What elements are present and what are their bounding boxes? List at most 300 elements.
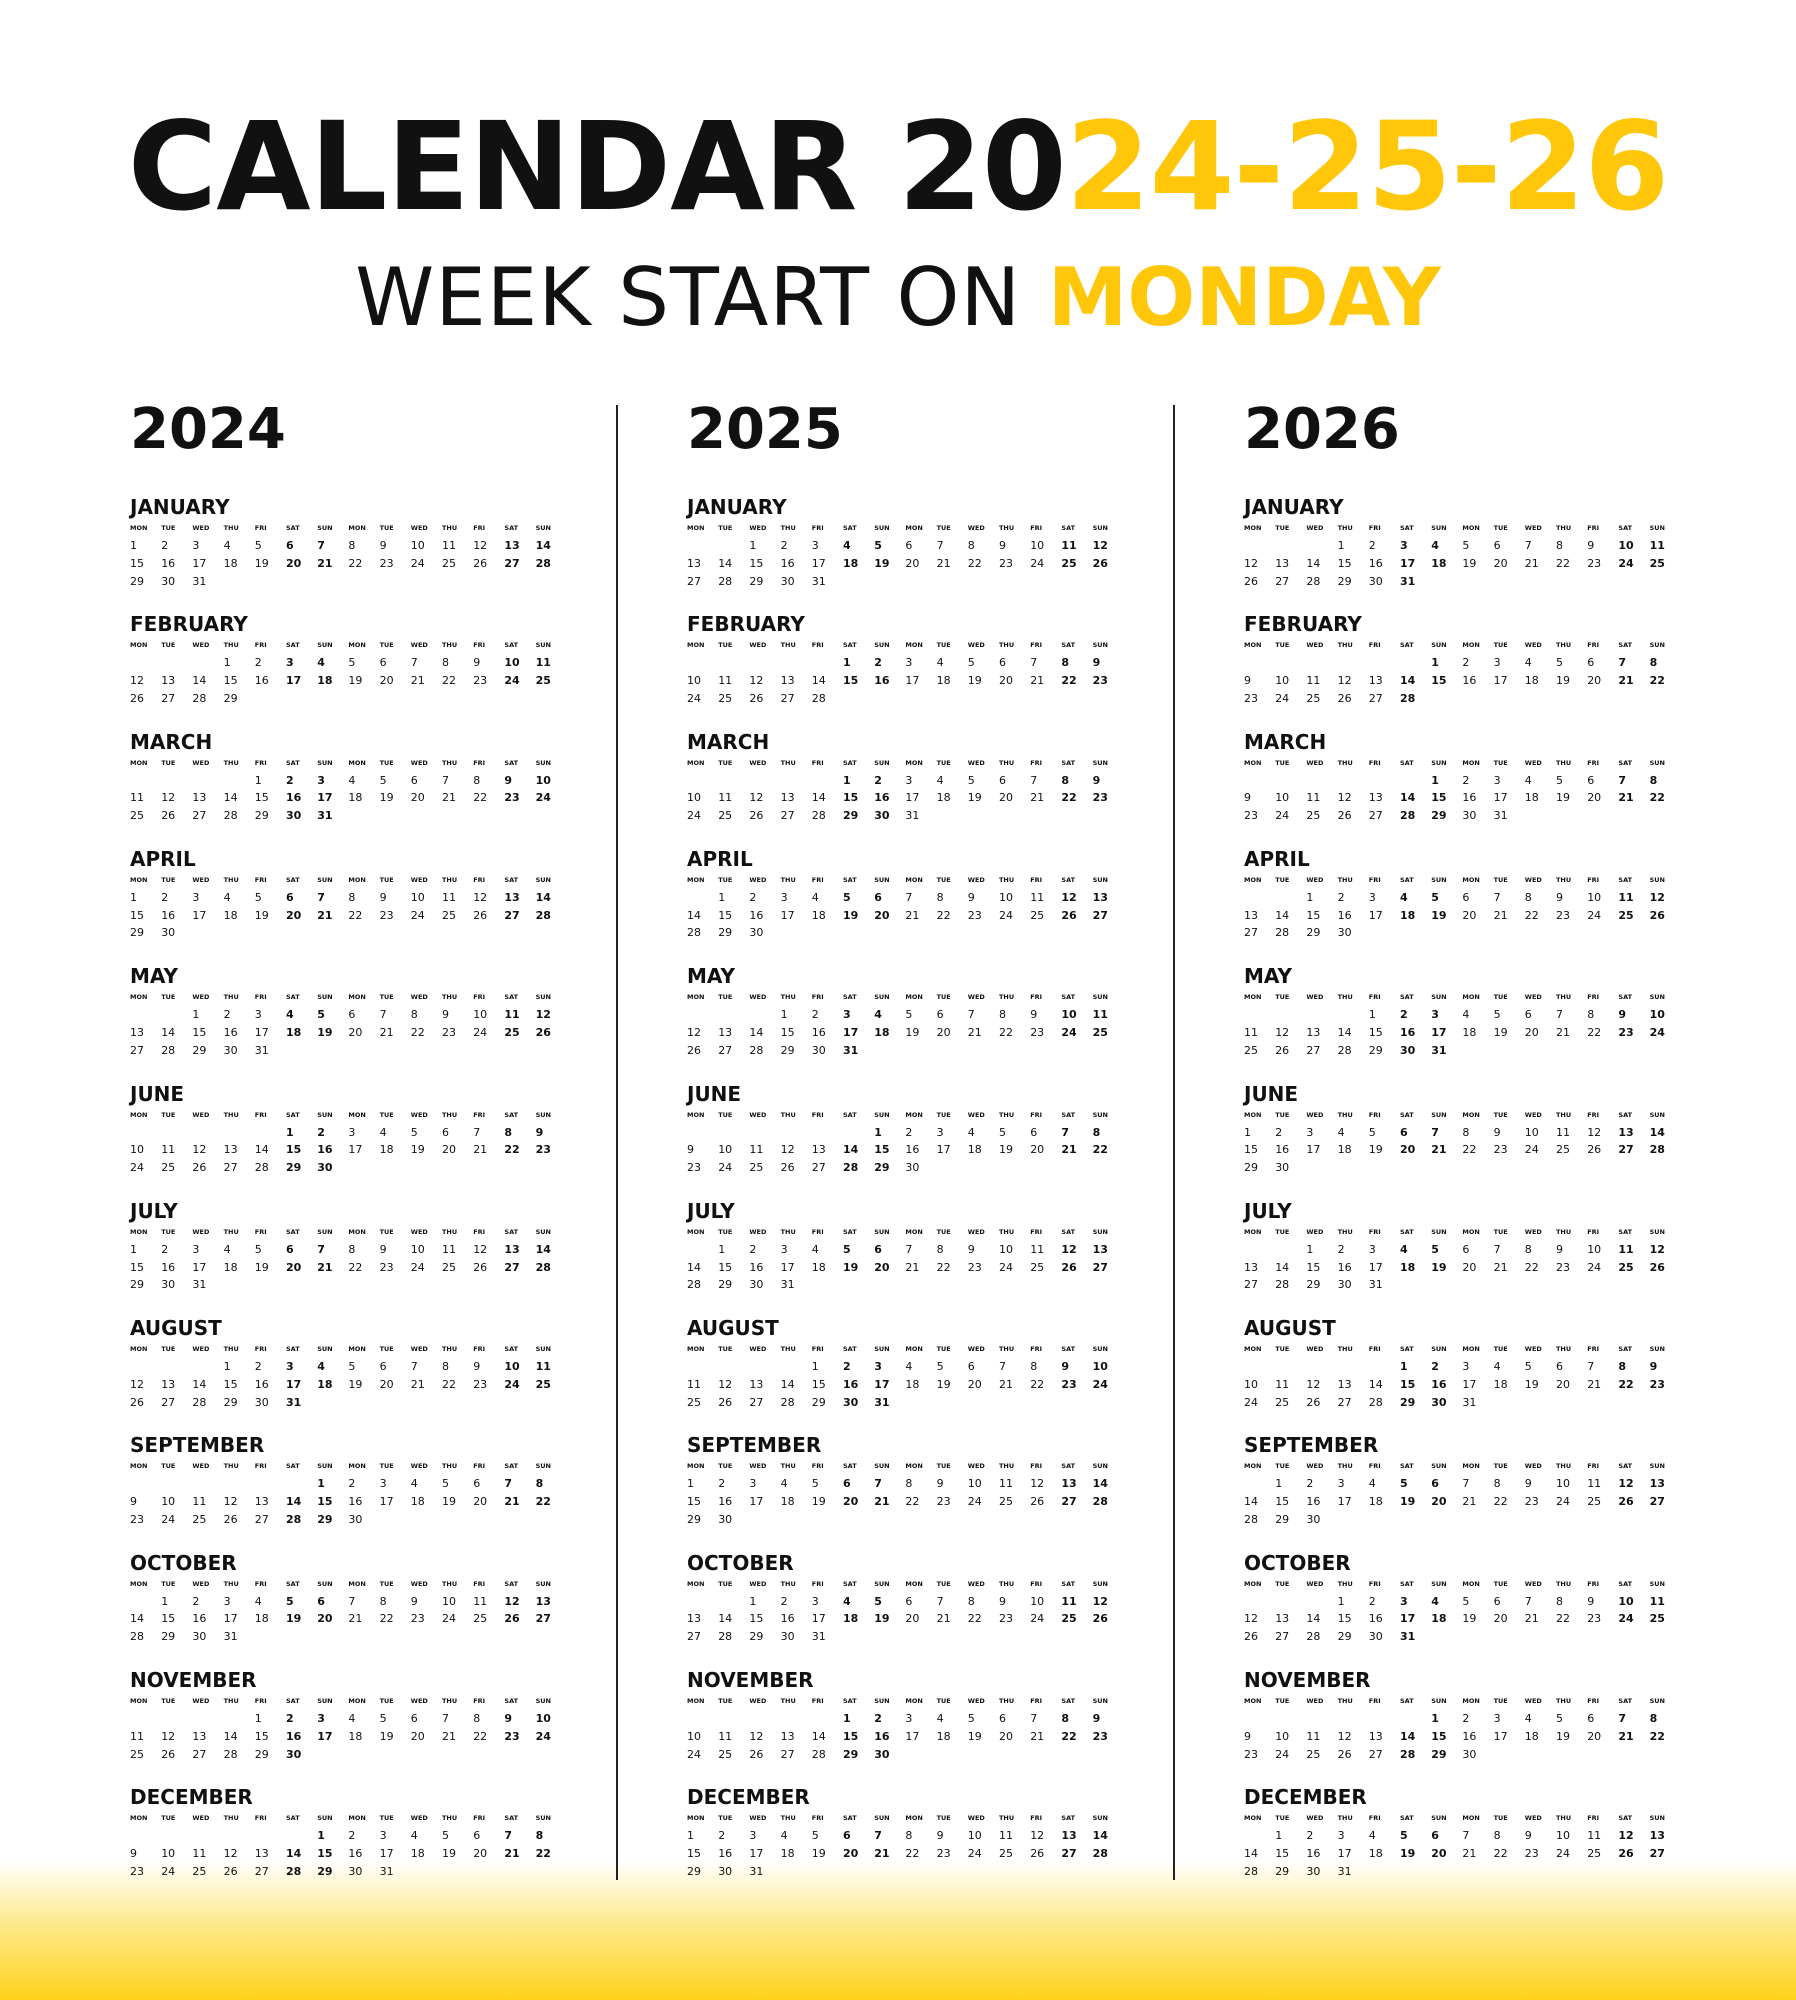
- day-number: 8: [1587, 1008, 1595, 1022]
- day-number: 20: [1493, 1612, 1508, 1626]
- day-number: 7: [1493, 1242, 1501, 1256]
- day-number: 21: [1030, 674, 1045, 688]
- day-number: 25: [1306, 691, 1321, 705]
- weekday-label: SAT: [1400, 993, 1414, 1002]
- day-number: 4: [223, 539, 231, 552]
- day-number: 15: [1431, 674, 1447, 688]
- day-number: 3: [1493, 773, 1501, 787]
- day-number: 10: [410, 1242, 425, 1256]
- day-number: 29: [286, 1161, 302, 1175]
- weekday-label: MON: [1244, 1814, 1262, 1823]
- day-number: 26: [1649, 1260, 1665, 1274]
- weekday-label: SUN: [1649, 875, 1665, 884]
- month-block: [130, 964, 550, 1079]
- day-number: 20: [317, 1612, 333, 1626]
- day-number: 3: [843, 1008, 851, 1022]
- day-number: 17: [192, 556, 207, 570]
- day-number: 31: [1493, 809, 1508, 823]
- day-number: 27: [1061, 1847, 1077, 1861]
- day-number: 18: [379, 1143, 394, 1157]
- day-number: 4: [1524, 1712, 1532, 1725]
- day-number: 13: [1368, 1729, 1383, 1743]
- day-number: 8: [1649, 1712, 1658, 1725]
- month-name: SEPTEMBER: [130, 1433, 265, 1458]
- weekday-label: SUN: [874, 1579, 890, 1588]
- day-number: 29: [843, 1747, 859, 1761]
- day-number: 22: [535, 1495, 551, 1509]
- day-number: 21: [410, 1377, 425, 1391]
- weekday-label: FRI: [1587, 1462, 1600, 1471]
- weekday-label: TUE: [936, 1697, 951, 1705]
- day-number: 11: [999, 1477, 1013, 1491]
- month-name: OCTOBER: [130, 1550, 237, 1575]
- day-number: 10: [1275, 674, 1290, 688]
- weekday-label: WED: [1524, 1227, 1542, 1236]
- day-number: 3: [1431, 1008, 1439, 1022]
- weekday-label: SAT: [504, 758, 519, 767]
- weekday-label: FRI: [473, 1579, 486, 1588]
- day-number: 8: [473, 773, 481, 787]
- weekday-label: TUE: [1493, 1110, 1508, 1119]
- day-number: 31: [1337, 1864, 1352, 1878]
- day-number: 20: [1462, 1260, 1477, 1274]
- day-number: 25: [1587, 1495, 1602, 1509]
- day-number: 10: [504, 656, 520, 670]
- weekday-label: SUN: [317, 524, 333, 532]
- day-number: 19: [811, 1847, 826, 1861]
- weekday-label: SUN: [1431, 1579, 1447, 1588]
- weekday-label: SUN: [535, 1579, 551, 1588]
- day-number: 22: [1061, 791, 1077, 805]
- weekday-label: SUN: [1431, 641, 1447, 650]
- weekday-label: WED: [410, 1697, 428, 1705]
- month-block: [130, 1082, 550, 1197]
- day-number: 30: [254, 1395, 269, 1409]
- day-number: 7: [999, 1360, 1006, 1374]
- weekday-label: TUE: [379, 993, 394, 1002]
- day-number: 1: [1431, 773, 1439, 787]
- day-number: 21: [473, 1143, 488, 1157]
- weekday-label: SUN: [1092, 1345, 1108, 1354]
- day-number: 31: [317, 809, 333, 823]
- weekday-label: SAT: [843, 641, 857, 650]
- day-number: 29: [749, 1630, 764, 1644]
- day-number: 23: [687, 1161, 701, 1175]
- weekday-label: MON: [130, 758, 148, 767]
- weekday-label: MON: [1244, 993, 1262, 1002]
- weekday-label: MON: [130, 524, 148, 532]
- month-name: AUGUST: [1244, 1316, 1336, 1341]
- weekday-label: THU: [1556, 1227, 1572, 1236]
- day-number: 27: [161, 691, 176, 705]
- day-number: 3: [780, 890, 788, 904]
- day-number: 9: [535, 1125, 544, 1139]
- weekday-label: WED: [1306, 1697, 1324, 1705]
- weekday-label: THU: [1337, 875, 1353, 884]
- day-number: 5: [1400, 1829, 1408, 1843]
- day-number: 26: [749, 1747, 764, 1761]
- month-name: MARCH: [1244, 729, 1327, 754]
- weekday-label: MON: [1462, 1697, 1480, 1705]
- month-name: NOVEMBER: [1244, 1668, 1371, 1692]
- weekday-label: MON: [348, 875, 366, 884]
- weekday-label: SAT: [1618, 1227, 1633, 1236]
- day-number: 23: [442, 1025, 456, 1039]
- day-number: 29: [223, 1395, 238, 1409]
- weekday-label: TUE: [718, 758, 733, 767]
- weekday-label: THU: [999, 1345, 1015, 1354]
- day-number: 23: [936, 1495, 951, 1509]
- day-number: 16: [1368, 1612, 1383, 1626]
- day-number: 19: [1400, 1847, 1416, 1861]
- day-number: 13: [161, 1377, 176, 1391]
- day-number: 16: [1462, 1729, 1477, 1743]
- weekday-label: FRI: [1030, 1579, 1043, 1588]
- weekday-label: WED: [967, 1697, 985, 1705]
- day-number: 23: [410, 1612, 425, 1626]
- weekday-label: THU: [442, 875, 458, 884]
- day-number: 7: [504, 1829, 513, 1843]
- day-number: 2: [749, 1242, 757, 1256]
- day-number: 17: [254, 1025, 269, 1039]
- day-number: 25: [442, 908, 456, 922]
- day-number: 3: [317, 1712, 325, 1725]
- day-number: 17: [749, 1495, 764, 1509]
- day-number: 2: [286, 773, 294, 787]
- weekday-label: THU: [1337, 758, 1353, 767]
- day-number: 7: [317, 890, 325, 904]
- day-number: 21: [1462, 1847, 1477, 1861]
- day-number: 2: [1368, 539, 1376, 552]
- day-number: 15: [1275, 1847, 1290, 1861]
- day-number: 1: [749, 539, 757, 552]
- day-number: 9: [1092, 656, 1101, 670]
- weekday-label: SUN: [317, 1462, 333, 1471]
- weekday-label: MON: [1462, 1814, 1480, 1823]
- subtitle-day-text: MONDAY: [1047, 251, 1441, 344]
- day-number: 25: [1061, 1612, 1077, 1626]
- day-number: 26: [192, 1161, 207, 1175]
- day-number: 21: [874, 1495, 890, 1509]
- weekday-label: FRI: [473, 875, 486, 884]
- weekday-label: TUE: [718, 875, 733, 884]
- day-number: 30: [1337, 1278, 1352, 1292]
- day-number: 19: [967, 791, 982, 805]
- month-block: [130, 847, 550, 962]
- day-number: 16: [780, 1612, 795, 1626]
- day-number: 10: [687, 674, 701, 688]
- day-number: 14: [1306, 556, 1321, 570]
- day-number: 24: [687, 1747, 701, 1761]
- weekday-label: SAT: [286, 1110, 300, 1119]
- day-number: 6: [1587, 1712, 1595, 1725]
- weekday-label: FRI: [473, 758, 486, 767]
- day-number: 13: [1368, 674, 1383, 688]
- day-number: 16: [254, 674, 269, 688]
- day-number: 2: [348, 1829, 356, 1843]
- title-text: CALENDAR 20: [127, 96, 1066, 238]
- weekday-label: WED: [1306, 993, 1324, 1002]
- day-number: 23: [999, 556, 1013, 570]
- day-number: 7: [874, 1477, 882, 1491]
- weekday-label: SUN: [535, 641, 551, 650]
- month-name: APRIL: [130, 846, 196, 871]
- day-number: 12: [687, 1025, 701, 1039]
- weekday-label: WED: [192, 875, 210, 884]
- day-number: 8: [905, 1829, 913, 1843]
- day-number: 18: [1431, 556, 1447, 570]
- day-number: 26: [1618, 1495, 1634, 1509]
- day-number: 22: [379, 1612, 394, 1626]
- weekday-label: SAT: [286, 993, 300, 1002]
- day-number: 30: [1431, 1395, 1447, 1409]
- day-number: 28: [286, 1512, 302, 1526]
- day-number: 20: [442, 1143, 456, 1157]
- weekday-label: SAT: [1400, 1697, 1414, 1705]
- day-number: 5: [1368, 1125, 1376, 1139]
- day-number: 23: [967, 908, 982, 922]
- day-number: 5: [999, 1125, 1006, 1139]
- day-number: 1: [811, 1360, 819, 1374]
- weekday-label: FRI: [1587, 1814, 1600, 1823]
- day-number: 8: [504, 1125, 513, 1139]
- day-number: 13: [780, 791, 795, 805]
- day-number: 27: [780, 809, 795, 823]
- day-number: 11: [718, 1729, 733, 1743]
- weekday-label: WED: [192, 1227, 210, 1236]
- day-number: 13: [535, 1594, 551, 1608]
- day-number: 6: [1587, 773, 1595, 787]
- day-number: 17: [1493, 791, 1508, 805]
- day-number: 6: [473, 1829, 481, 1843]
- day-number: 15: [780, 1025, 795, 1039]
- month-block: [687, 1551, 1107, 1666]
- weekday-label: TUE: [936, 758, 951, 767]
- weekday-label: SAT: [504, 1345, 519, 1354]
- day-number: 26: [687, 1043, 701, 1057]
- day-number: 24: [161, 1512, 176, 1526]
- day-number: 12: [1618, 1829, 1634, 1843]
- day-number: 27: [1618, 1143, 1634, 1157]
- day-number: 22: [473, 791, 488, 805]
- day-number: 11: [535, 656, 551, 670]
- day-number: 31: [192, 574, 207, 588]
- day-number: 29: [1431, 809, 1447, 823]
- day-number: 6: [843, 1477, 851, 1491]
- day-number: 18: [1337, 1143, 1352, 1157]
- weekday-label: FRI: [811, 993, 824, 1002]
- weekday-label: FRI: [1368, 758, 1381, 767]
- day-number: 26: [161, 809, 176, 823]
- weekday-label: FRI: [1030, 993, 1043, 1002]
- weekday-label: TUE: [379, 1697, 394, 1705]
- weekday-label: SUN: [317, 993, 333, 1002]
- day-number: 13: [1244, 1260, 1258, 1274]
- day-number: 20: [905, 556, 920, 570]
- day-number: 27: [1061, 1495, 1077, 1509]
- day-number: 14: [1400, 1729, 1416, 1743]
- day-number: 14: [1275, 1260, 1290, 1274]
- weekday-label: FRI: [1368, 993, 1381, 1002]
- day-number: 13: [192, 791, 207, 805]
- day-number: 5: [1556, 656, 1563, 670]
- day-number: 10: [1556, 1829, 1570, 1843]
- day-number: 22: [1493, 1495, 1508, 1509]
- day-number: 9: [379, 1242, 387, 1256]
- day-number: 16: [874, 791, 890, 805]
- day-number: 5: [1431, 890, 1439, 904]
- day-number: 3: [1368, 890, 1376, 904]
- day-number: 19: [442, 1495, 456, 1509]
- day-number: 22: [504, 1143, 520, 1157]
- day-number: 13: [687, 1612, 701, 1626]
- day-number: 22: [1649, 674, 1665, 688]
- day-number: 7: [1493, 890, 1501, 904]
- weekday-label: FRI: [473, 641, 486, 650]
- day-number: 28: [286, 1864, 302, 1878]
- day-number: 18: [1368, 1495, 1383, 1509]
- day-number: 12: [223, 1495, 238, 1509]
- weekday-label: TUE: [1275, 758, 1290, 767]
- month-block: [687, 1082, 1107, 1197]
- weekday-label: SAT: [286, 1814, 300, 1823]
- day-number: 14: [687, 908, 701, 922]
- weekday-label: THU: [223, 993, 239, 1002]
- day-number: 6: [999, 773, 1006, 787]
- day-number: 26: [1275, 1043, 1290, 1057]
- day-number: 3: [379, 1829, 387, 1843]
- day-number: 28: [1244, 1864, 1258, 1878]
- day-number: 29: [317, 1512, 333, 1526]
- day-number: 22: [442, 1377, 456, 1391]
- day-number: 11: [1649, 539, 1665, 552]
- day-number: 1: [1306, 890, 1314, 904]
- weekday-label: SAT: [504, 993, 519, 1002]
- day-number: 20: [999, 791, 1013, 805]
- weekday-label: TUE: [936, 524, 951, 532]
- day-number: 9: [1587, 1594, 1595, 1608]
- weekday-label: WED: [192, 1579, 210, 1588]
- day-number: 10: [535, 1712, 551, 1725]
- day-number: 30: [192, 1630, 207, 1644]
- day-number: 11: [161, 1143, 176, 1157]
- day-number: 2: [286, 1712, 294, 1725]
- weekday-label: THU: [1337, 1814, 1353, 1823]
- day-number: 17: [1306, 1143, 1321, 1157]
- weekday-label: WED: [967, 758, 985, 767]
- day-number: 10: [1092, 1360, 1108, 1374]
- day-number: 26: [718, 1395, 733, 1409]
- day-number: 29: [130, 574, 144, 588]
- day-number: 29: [811, 1395, 826, 1409]
- day-number: 16: [161, 908, 176, 922]
- day-number: 12: [473, 539, 488, 552]
- day-number: 17: [1493, 1729, 1508, 1743]
- weekday-label: SUN: [1649, 641, 1665, 650]
- day-number: 2: [161, 890, 169, 904]
- weekday-label: MON: [1244, 758, 1262, 767]
- day-number: 29: [317, 1864, 333, 1878]
- weekday-label: THU: [780, 1814, 796, 1823]
- weekday-label: MON: [905, 758, 923, 767]
- day-number: 9: [473, 656, 481, 670]
- day-number: 10: [1587, 1242, 1602, 1256]
- weekday-label: FRI: [811, 758, 824, 767]
- day-number: 16: [1337, 908, 1352, 922]
- day-number: 19: [1368, 1143, 1383, 1157]
- day-number: 30: [1337, 926, 1352, 940]
- month-block: [130, 1551, 550, 1666]
- day-number: 23: [130, 1864, 144, 1878]
- weekday-label: THU: [1556, 641, 1572, 650]
- weekday-label: TUE: [161, 1227, 176, 1236]
- weekday-label: SAT: [1061, 1227, 1076, 1236]
- day-number: 12: [473, 1242, 488, 1256]
- day-number: 5: [1493, 1008, 1501, 1022]
- day-number: 17: [843, 1025, 859, 1039]
- month-block: [130, 730, 550, 845]
- weekday-label: WED: [749, 1814, 767, 1823]
- weekday-label: MON: [348, 524, 366, 532]
- day-number: 28: [1244, 1512, 1258, 1526]
- day-number: 4: [936, 773, 944, 787]
- weekday-label: FRI: [473, 524, 486, 532]
- weekday-label: FRI: [811, 1345, 824, 1354]
- weekday-label: SUN: [317, 1814, 333, 1823]
- day-number: 9: [999, 1594, 1006, 1608]
- day-number: 29: [192, 1043, 207, 1057]
- day-number: 16: [780, 556, 795, 570]
- month-block: [130, 1785, 550, 1900]
- day-number: 20: [999, 674, 1013, 688]
- day-number: 28: [223, 1747, 238, 1761]
- weekday-label: TUE: [379, 1462, 394, 1471]
- day-number: 24: [161, 1864, 176, 1878]
- day-number: 18: [905, 1377, 920, 1391]
- weekday-label: FRI: [1030, 641, 1043, 650]
- weekday-label: TUE: [1493, 1579, 1508, 1588]
- day-number: 28: [192, 1395, 207, 1409]
- day-number: 26: [473, 1260, 488, 1274]
- day-number: 7: [1462, 1477, 1470, 1491]
- weekday-label: SUN: [1431, 1462, 1447, 1471]
- weekday-label: SAT: [286, 1697, 300, 1705]
- weekday-label: FRI: [254, 1697, 267, 1705]
- day-number: 21: [905, 1260, 920, 1274]
- weekday-label: FRI: [1368, 641, 1381, 650]
- weekday-label: THU: [1556, 1462, 1572, 1471]
- day-number: 3: [254, 1008, 262, 1022]
- day-number: 27: [1275, 1630, 1290, 1644]
- weekday-label: MON: [905, 1345, 923, 1354]
- day-number: 29: [718, 926, 733, 940]
- day-number: 23: [1587, 1612, 1602, 1626]
- day-number: 21: [317, 908, 333, 922]
- day-number: 23: [473, 674, 488, 688]
- day-number: 20: [1556, 1377, 1570, 1391]
- day-number: 30: [874, 1747, 890, 1761]
- day-number: 4: [1524, 656, 1532, 670]
- day-number: 7: [442, 773, 449, 787]
- weekday-label: SAT: [504, 641, 519, 650]
- day-number: 21: [317, 1260, 333, 1274]
- day-number: 10: [1061, 1008, 1077, 1022]
- weekday-label: SUN: [1649, 1345, 1665, 1354]
- day-number: 18: [317, 674, 333, 688]
- day-number: 26: [1092, 556, 1108, 570]
- day-number: 23: [504, 791, 520, 805]
- day-number: 13: [223, 1143, 238, 1157]
